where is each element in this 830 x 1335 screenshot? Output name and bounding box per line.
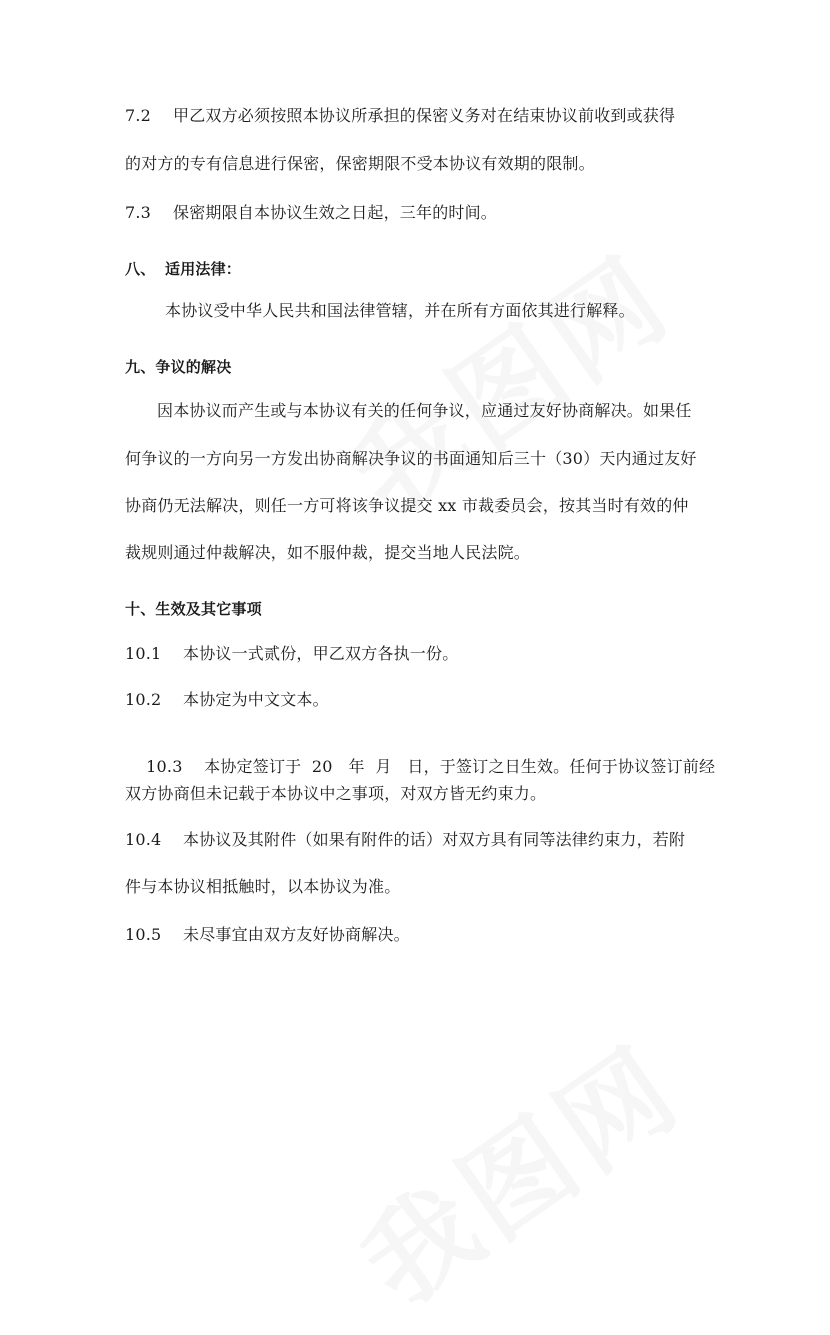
clause-text: 本协议及其附件（如果有附件的话）对双方具有同等法律约束力，若附	[183, 830, 686, 849]
paragraph-text: 裁规则通过仲裁解决，如不服仲裁，提交当地人民法院。	[125, 543, 531, 562]
section-9-line-1	[157, 401, 692, 421]
clause-text: 双方协商但未记载于本协议中之事项，对双方皆无约束力。	[125, 784, 547, 803]
section-10-heading: 十、生效及其它事项	[125, 600, 262, 618]
clause-number: 10.3	[146, 757, 183, 776]
clause-text: 的对方的专有信息进行保密，保密期限不受本协议有效期的限制。	[125, 154, 595, 173]
clause-number: 10.1	[125, 644, 162, 663]
clause-10-5	[125, 925, 410, 945]
clause-10-2	[125, 690, 329, 710]
heading-number: 八、	[125, 260, 156, 278]
clause-text: 保密期限自本协议生效之日起，三年的时间。	[173, 203, 498, 222]
paragraph-text: 何争议的一方向另一方发出协商解决争议的书面通知后三十（30）天内通过友好	[125, 449, 697, 468]
clause-number: 10.4	[125, 830, 162, 849]
clause-text: 本协议一式贰份，甲乙双方各执一份。	[183, 644, 459, 663]
paragraph-text: 协商仍无法解决，则任一方可将该争议提交 xx 市裁委员会，按其当时有效的仲	[125, 496, 689, 515]
section-9-heading: 九、争议的解决	[125, 358, 232, 376]
watermark	[327, 1003, 708, 1335]
clause-text: 本协定为中文文本。	[183, 690, 329, 709]
section-9-line-3	[125, 496, 689, 516]
heading-title: 适用法律：	[165, 260, 242, 278]
clause-7-2-line-1	[125, 106, 675, 126]
section-8-heading	[125, 259, 241, 279]
paragraph-text: 因本协议而产生或与本协议有关的任何争议，应通过友好协商解决。如果任	[157, 401, 692, 420]
clause-text: 本协定签订于 20 年 月 日，于签订之日生效。任何于协议签订前经	[204, 757, 716, 776]
clause-10-3-line-2	[125, 784, 546, 804]
clause-number: 7.2	[125, 106, 152, 125]
paragraph-text: 本协议受中华人民共和国法律管辖，并在所有方面依其进行解释。	[165, 301, 635, 320]
clause-10-4-line-1	[125, 830, 685, 850]
clause-7-3	[125, 203, 497, 223]
section-8-body	[165, 301, 635, 321]
clause-10-1	[125, 644, 458, 664]
section-9-line-4	[125, 543, 530, 563]
clause-10-4-line-2	[125, 877, 400, 897]
clause-text: 甲乙双方必须按照本协议所承担的保密义务对在结束协议前收到或获得	[173, 106, 676, 125]
clause-number: 10.5	[125, 925, 162, 944]
clause-number: 10.2	[125, 690, 162, 709]
section-9-line-2	[125, 449, 697, 469]
clause-number: 7.3	[125, 203, 152, 222]
clause-text: 件与本协议相抵触时，以本协议为准。	[125, 877, 401, 896]
clause-text: 未尽事宜由双方友好协商解决。	[183, 925, 410, 944]
clause-7-2-line-2	[125, 154, 595, 174]
